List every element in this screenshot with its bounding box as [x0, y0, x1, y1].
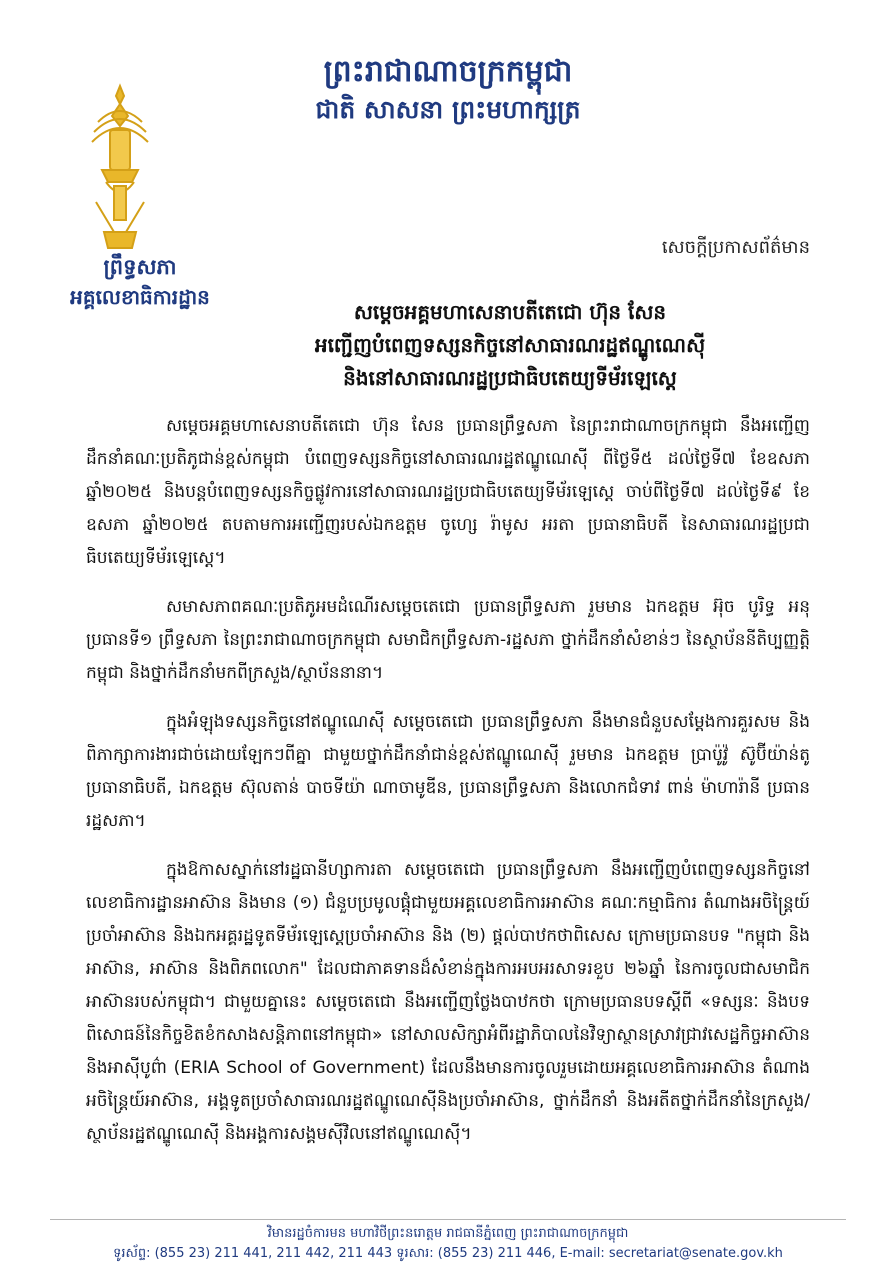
organization-department: អគ្គលេខាធិការដ្ឋាន — [70, 285, 210, 309]
footer-contact: ទូរស័ព្ទ: (855 23) 211 441, 211 442, 211 443 ទូរសារ: (855 23) 211 446, E-mail: secretariat@senate.gov.kh — [113, 1246, 783, 1261]
body-paragraph: ក្នុងឱកាសស្នាក់នៅរដ្ឋធានីហ្សាការតា សម្ដេចតេជោ ប្រធានព្រឹទ្ធសភា នឹងអញ្ជើញបំពេញទស្សនកិច្ចនៅលេខាធិការដ្ឋានអាស៊ាន និងមាន (១) ជំនួបប្រមូលផ្ដុំជាមួយអគ្គលេខាធិការអាស៊ាន គណៈកម្មាធិការ តំណាងអចិន្ត្រៃយ៍ប្រចាំអាស៊ាន និងឯកអគ្គរដ្ឋទូតទីម័រឡេស្ដេប្រចាំអាស៊ាន និង (២) ផ្ដល់បាឋកថាពិសេស ក្រោមប្រធានបទ "កម្ពុជា និងអាស៊ាន, អាស៊ាន និងពិភពលោក" ដែលជាភាគទានដ៏សំខាន់ក្នុងការអបអរសាទរខួប ២៦ឆ្នាំ នៃការចូលជាសមាជិកអាស៊ានរបស់កម្ពុជា។ ជាមួយគ្នានេះ សម្ដេចតេជោ នឹងអញ្ជើញថ្លែងបាឋកថា ក្រោមប្រធានបទស្ដីពី «ទស្សនៈ និងបទពិសោធន៍នៃកិច្ចខិតខំកសាងសន្តិភាពនៅកម្ពុជា» នៅសាលសិក្សាអំពីរដ្ឋាភិបាលនៃវិទ្យាស្ថានស្រាវជ្រាវសេដ្ឋកិច្ចអាស៊ាន និងអាស៊ីបូព៌ា (ERIA School of Government) ដែលនឹងមានការចូលរួមដោយអគ្គលេខាធិការអាស៊ាន តំណាងអចិន្ត្រៃយ៍អាស៊ាន, អង្គទូតប្រចាំសាធារណរដ្ឋឥណ្ឌូណេស៊ីនិងប្រចាំអាស៊ាន, ថ្នាក់ដឹកនាំ និងអតីតថ្នាក់ដឹកនាំនៃក្រសួង/ស្ថាប័នរដ្ឋឥណ្ឌូណេស៊ី និងអង្គការសង្គមស៊ីវិលនៅឥណ្ឌូណេស៊ី។ — [86, 860, 810, 1144]
organization-name: ព្រឹទ្ធសភា — [103, 255, 177, 279]
press-release-body — [86, 410, 810, 1167]
footer-address: វិមានរដ្ឋចំការមន មហាវិថីព្រះនរោត្តម រាជធានីភ្នំពេញ ព្រះរាជាណាចក្រកម្ពុជា — [267, 1226, 629, 1241]
title-line: អញ្ជើញបំពេញទស្សនកិច្ចនៅសាធារណរដ្ឋឥណ្ឌូណេស៊ី — [314, 333, 706, 357]
body-paragraph: សមាសភាពគណៈប្រតិភូអមដំណើរសម្ដេចតេជោ ប្រធានព្រឹទ្ធសភា រួមមាន ឯកឧត្តម អ៊ុច បូរិទ្ធ អនុប្រធានទី១ ព្រឹទ្ធសភា នៃព្រះរាជាណាចក្រកម្ពុជា សមាជិកព្រឹទ្ធសភា-រដ្ឋសភា ថ្នាក់ដឹកនាំសំខាន់ៗ នៃស្ថាប័ននីតិប្បញ្ញត្តិកម្ពុជា និងថ្នាក់ដឹកនាំមកពីក្រសួង/ស្ថាប័ននានា។ — [86, 597, 810, 683]
title-line: សម្ដេចអគ្គមហាសេនាបតីតេជោ ហ៊ុន សែន — [353, 300, 667, 324]
body-paragraph: ក្នុងអំឡុងទស្សនកិច្ចនៅឥណ្ឌូណេស៊ី សម្ដេចតេជោ ប្រធានព្រឹទ្ធសភា នឹងមានជំនួបសម្ដែងការគួរសម និងពិភាក្សាការងារជាច់ដោយឡែកៗពីគ្នា ជាមួយថ្នាក់ដឹកនាំជាន់ខ្ពស់ឥណ្ឌូណេស៊ី រួមមាន ឯកឧត្តម ប្រាប៉ូវ៉ូ ស៊ូប៊ីយ៉ាន់តូ ប្រធានាធិបតី, ឯកឧត្តម ស៊ុលតាន់ បាចទីយ៉ា ណាចាមូឌីន, ប្រធានព្រឹទ្ធសភា និងលោកជំទាវ ពាន់ ម៉ាហារ៉ានី ប្រធានរដ្ឋសភា។ — [86, 712, 810, 831]
title-line: និងនៅសាធារណរដ្ឋប្រជាធិបតេយ្យទីម័រឡេស្ដេ — [343, 366, 677, 390]
national-motto: ជាតិ សាសនា ព្រះមហាក្សត្រ — [315, 95, 581, 124]
body-paragraph: សម្ដេចអគ្គមហាសេនាបតីតេជោ ហ៊ុន សែន ប្រធានព្រឹទ្ធសភា នៃព្រះរាជាណាចក្រកម្ពុជា នឹងអញ្ជើញដឹកនាំគណៈប្រតិភូជាន់ខ្ពស់កម្ពុជា បំពេញទស្សនកិច្ចនៅសាធារណរដ្ឋឥណ្ឌូណេស៊ី ពីថ្ងៃទី៥ ដល់ថ្ងៃទី៧ ខែឧសភា ឆ្នាំ២០២៥ និងបន្តបំពេញទស្សនកិច្ចផ្លូវការនៅសាធារណរដ្ឋប្រជាធិបតេយ្យទីម័រឡេស្ដេ ចាប់ពីថ្ងៃទី៧ ដល់ថ្ងៃទី៩ ខែឧសភា ឆ្នាំ២០២៥ តបតាមការអញ្ជើញរបស់ឯកឧត្តម ចូហ្សេ រ៉ាមូស អរតា ប្រធានាធិបតី នៃសាធារណរដ្ឋប្រជាធិបតេយ្យទីម័រឡេស្ដេ។ — [86, 416, 810, 568]
press-release-title — [180, 296, 840, 395]
footer-divider — [50, 1219, 846, 1220]
document-type-label: សេចក្ដីប្រកាសព័ត៌មាន — [661, 237, 810, 258]
kingdom-heading: ព្រះរាជាណាចក្រកម្ពុជា — [323, 54, 573, 89]
footer — [0, 1224, 896, 1264]
